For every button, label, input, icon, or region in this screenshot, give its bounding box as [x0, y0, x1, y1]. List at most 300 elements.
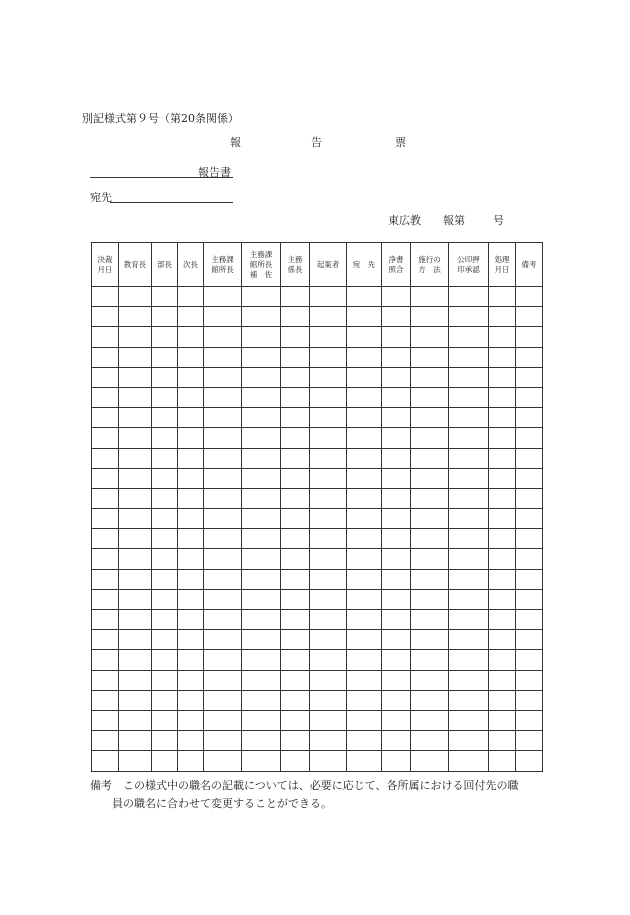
table-cell — [449, 468, 489, 488]
table-cell — [281, 509, 310, 529]
table-row — [92, 690, 543, 710]
table-cell — [242, 610, 281, 630]
table-cell — [347, 589, 382, 609]
table-cell — [411, 488, 449, 508]
table-cell — [382, 751, 411, 771]
table-cell — [178, 448, 204, 468]
header-text: 公印押 — [457, 254, 480, 264]
table-cell — [489, 710, 516, 730]
report-name-line — [90, 177, 233, 178]
table-cell — [347, 367, 382, 387]
table-cell — [242, 529, 281, 549]
table-cell — [242, 387, 281, 407]
table-cell — [382, 630, 411, 650]
table-cell — [152, 488, 178, 508]
table-cell — [382, 650, 411, 670]
header-text: 館所長 — [249, 259, 273, 269]
table-header-cell — [516, 243, 543, 287]
header-text: 印承認 — [457, 264, 480, 274]
table-cell — [281, 408, 310, 428]
table-cell — [178, 710, 204, 730]
table-row — [92, 670, 543, 690]
table-cell — [119, 610, 152, 630]
header-text: 起案者 — [316, 259, 340, 269]
table-cell — [178, 670, 204, 690]
table-cell — [119, 468, 152, 488]
table-cell — [92, 751, 119, 771]
table-cell — [178, 731, 204, 751]
table-cell — [119, 448, 152, 468]
title-char-1: 報 — [230, 136, 241, 149]
table-cell — [449, 408, 489, 428]
table-cell — [347, 650, 382, 670]
table-cell — [152, 287, 178, 307]
table-cell — [347, 610, 382, 630]
table-cell — [310, 549, 347, 569]
header-text: 主務課 — [211, 254, 234, 264]
table-cell — [242, 468, 281, 488]
table-cell — [204, 428, 242, 448]
table-cell — [449, 287, 489, 307]
table-header-cell — [242, 243, 281, 287]
table-header-cell — [347, 243, 382, 287]
table-cell — [347, 448, 382, 468]
table-cell — [310, 347, 347, 367]
table-cell — [347, 731, 382, 751]
table-cell — [119, 408, 152, 428]
table-cell — [92, 690, 119, 710]
table-cell — [152, 650, 178, 670]
table-body — [92, 287, 543, 772]
table-header-cell — [310, 243, 347, 287]
table-cell — [242, 630, 281, 650]
table-cell — [489, 347, 516, 367]
table-cell — [204, 327, 242, 347]
header-text: 照合 — [388, 264, 404, 274]
table-cell — [382, 710, 411, 730]
table-cell — [119, 569, 152, 589]
table-cell — [242, 367, 281, 387]
table-cell — [516, 307, 543, 327]
table-cell — [449, 488, 489, 508]
table-cell — [382, 428, 411, 448]
table-cell — [489, 670, 516, 690]
table-cell — [152, 327, 178, 347]
table-cell — [411, 589, 449, 609]
table-cell — [489, 610, 516, 630]
table-cell — [310, 488, 347, 508]
table-cell — [449, 610, 489, 630]
table-cell — [449, 347, 489, 367]
header-text: 浄書 — [388, 254, 404, 264]
table-cell — [92, 650, 119, 670]
table-cell — [242, 731, 281, 751]
table-row — [92, 710, 543, 730]
table-cell — [92, 589, 119, 609]
table-cell — [178, 387, 204, 407]
table-cell — [516, 468, 543, 488]
table-cell — [310, 387, 347, 407]
table-cell — [281, 468, 310, 488]
table-cell — [382, 529, 411, 549]
table-cell — [281, 610, 310, 630]
table-cell — [242, 488, 281, 508]
table-row — [92, 650, 543, 670]
table-cell — [92, 630, 119, 650]
table-cell — [119, 327, 152, 347]
table-cell — [516, 347, 543, 367]
table-cell — [152, 710, 178, 730]
title-char-2: 告 — [311, 136, 322, 149]
table-cell — [516, 367, 543, 387]
table-cell — [411, 731, 449, 751]
table-cell — [92, 488, 119, 508]
table-cell — [449, 650, 489, 670]
table-cell — [281, 670, 310, 690]
table-cell — [516, 509, 543, 529]
table-cell — [382, 569, 411, 589]
reference-prefix: 東広教 — [388, 214, 421, 227]
table-cell — [516, 610, 543, 630]
address-line — [110, 202, 233, 203]
table-cell — [489, 408, 516, 428]
header-text: 方 法 — [418, 264, 441, 274]
table-cell — [242, 549, 281, 569]
table-cell — [92, 307, 119, 327]
table-cell — [411, 710, 449, 730]
table-cell — [382, 589, 411, 609]
table-row — [92, 287, 543, 307]
table-cell — [204, 307, 242, 327]
table-row — [92, 367, 543, 387]
table-cell — [152, 347, 178, 367]
table-cell — [310, 428, 347, 448]
table-cell — [92, 428, 119, 448]
table-cell — [382, 549, 411, 569]
table-cell — [489, 387, 516, 407]
table-cell — [92, 327, 119, 347]
table-header-cell — [119, 243, 152, 287]
table-cell — [310, 509, 347, 529]
table-cell — [242, 428, 281, 448]
table-cell — [204, 529, 242, 549]
table-cell — [178, 549, 204, 569]
table-cell — [382, 387, 411, 407]
table-row — [92, 731, 543, 751]
table-cell — [281, 287, 310, 307]
table-cell — [242, 327, 281, 347]
table-cell — [178, 630, 204, 650]
table-cell — [489, 731, 516, 751]
table-cell — [281, 488, 310, 508]
table-cell — [204, 751, 242, 771]
table-cell — [489, 650, 516, 670]
header-text: 処理 — [494, 254, 510, 264]
table-cell — [92, 710, 119, 730]
table-cell — [92, 509, 119, 529]
table-cell — [516, 731, 543, 751]
table-cell — [152, 549, 178, 569]
table-cell — [310, 327, 347, 347]
table-cell — [489, 529, 516, 549]
table-cell — [310, 650, 347, 670]
table-cell — [178, 287, 204, 307]
table-row — [92, 569, 543, 589]
table-cell — [411, 549, 449, 569]
table-cell — [449, 731, 489, 751]
table-cell — [411, 307, 449, 327]
table-cell — [119, 751, 152, 771]
table-cell — [178, 589, 204, 609]
footnote-line-2: 員の職名に合わせて変更することができる。 — [112, 797, 332, 810]
table-cell — [516, 448, 543, 468]
table-cell — [347, 751, 382, 771]
table-cell — [382, 488, 411, 508]
table-cell — [119, 710, 152, 730]
header-text: 教育長 — [123, 259, 147, 269]
table-cell — [178, 408, 204, 428]
table-row — [92, 327, 543, 347]
table-cell — [152, 690, 178, 710]
table-cell — [411, 751, 449, 771]
table-cell — [310, 589, 347, 609]
table-cell — [449, 307, 489, 327]
table-cell — [119, 529, 152, 549]
table-cell — [92, 549, 119, 569]
header-text: 宛 先 — [352, 259, 376, 269]
table-cell — [411, 468, 449, 488]
table-row — [92, 448, 543, 468]
table-cell — [152, 468, 178, 488]
table-cell — [92, 387, 119, 407]
table-cell — [411, 448, 449, 468]
table-cell — [178, 327, 204, 347]
table-cell — [152, 408, 178, 428]
table-cell — [449, 448, 489, 468]
header-text: 主務 — [287, 254, 303, 264]
table-cell — [281, 751, 310, 771]
table-cell — [178, 610, 204, 630]
header-text: 施行の — [418, 254, 441, 264]
table-cell — [489, 468, 516, 488]
table-cell — [449, 327, 489, 347]
table-cell — [347, 428, 382, 448]
table-cell — [449, 751, 489, 771]
table-header-row — [92, 243, 543, 287]
header-text: 係長 — [287, 264, 303, 274]
table-cell — [204, 569, 242, 589]
table-cell — [516, 428, 543, 448]
table-cell — [281, 448, 310, 468]
table-cell — [119, 650, 152, 670]
table-cell — [449, 690, 489, 710]
table-row — [92, 610, 543, 630]
table-cell — [281, 428, 310, 448]
table-cell — [204, 710, 242, 730]
table-cell — [204, 731, 242, 751]
table-cell — [310, 751, 347, 771]
table-row — [92, 468, 543, 488]
table-cell — [516, 549, 543, 569]
table-cell — [242, 710, 281, 730]
table-cell — [152, 529, 178, 549]
table-cell — [178, 569, 204, 589]
table-cell — [347, 327, 382, 347]
reference-suffix: 号 — [493, 214, 504, 227]
table-cell — [310, 610, 347, 630]
header-text: 部長 — [157, 259, 172, 269]
table-cell — [310, 529, 347, 549]
table-cell — [411, 529, 449, 549]
table-cell — [347, 488, 382, 508]
table-cell — [204, 589, 242, 609]
header-text: 決裁 — [97, 254, 113, 264]
table-cell — [310, 690, 347, 710]
header-text: 館所長 — [211, 264, 234, 274]
table-cell — [242, 690, 281, 710]
table-cell — [152, 509, 178, 529]
table-row — [92, 589, 543, 609]
table-cell — [411, 387, 449, 407]
table-cell — [516, 710, 543, 730]
table-cell — [382, 347, 411, 367]
table-cell — [119, 287, 152, 307]
table-cell — [281, 347, 310, 367]
table-cell — [119, 307, 152, 327]
table-row — [92, 307, 543, 327]
table-cell — [411, 367, 449, 387]
table-cell — [347, 307, 382, 327]
table-cell — [411, 287, 449, 307]
table-cell — [152, 731, 178, 751]
table-cell — [204, 408, 242, 428]
table-cell — [119, 690, 152, 710]
table-cell — [204, 448, 242, 468]
table-cell — [242, 589, 281, 609]
table-cell — [152, 751, 178, 771]
table-row — [92, 387, 543, 407]
table-cell — [281, 307, 310, 327]
table-cell — [516, 488, 543, 508]
table-cell — [242, 347, 281, 367]
table-cell — [281, 549, 310, 569]
table-cell — [489, 367, 516, 387]
table-row — [92, 488, 543, 508]
table-header-cell — [382, 243, 411, 287]
table-cell — [178, 488, 204, 508]
table-cell — [152, 367, 178, 387]
header-text: 月日 — [494, 264, 510, 274]
table-cell — [204, 488, 242, 508]
table-cell — [310, 569, 347, 589]
report-label: 報告書 — [198, 166, 231, 179]
table-cell — [119, 630, 152, 650]
table-cell — [382, 690, 411, 710]
table-cell — [178, 650, 204, 670]
table-cell — [178, 751, 204, 771]
table-cell — [489, 327, 516, 347]
table-cell — [516, 387, 543, 407]
table-cell — [92, 731, 119, 751]
table-cell — [449, 509, 489, 529]
table-cell — [347, 468, 382, 488]
table-header-cell — [411, 243, 449, 287]
header-text: 月日 — [97, 264, 113, 274]
table-cell — [449, 670, 489, 690]
table-cell — [204, 287, 242, 307]
table-cell — [382, 610, 411, 630]
table-cell — [516, 327, 543, 347]
table-cell — [516, 529, 543, 549]
table-cell — [382, 509, 411, 529]
table-cell — [242, 751, 281, 771]
table-cell — [242, 569, 281, 589]
table-cell — [449, 549, 489, 569]
table-cell — [178, 367, 204, 387]
table-cell — [347, 690, 382, 710]
table-cell — [152, 670, 178, 690]
table-cell — [242, 408, 281, 428]
table-cell — [516, 670, 543, 690]
table-cell — [310, 408, 347, 428]
table-cell — [382, 468, 411, 488]
table-cell — [204, 630, 242, 650]
table-cell — [489, 690, 516, 710]
table-cell — [489, 569, 516, 589]
table-cell — [92, 529, 119, 549]
table-row — [92, 630, 543, 650]
table-cell — [204, 549, 242, 569]
table-cell — [347, 630, 382, 650]
table-cell — [281, 367, 310, 387]
table-cell — [242, 448, 281, 468]
table-cell — [347, 529, 382, 549]
table-cell — [489, 549, 516, 569]
form-number-label: 別記様式第９号（第20条関係） — [82, 112, 239, 125]
table-cell — [449, 589, 489, 609]
table-cell — [152, 569, 178, 589]
table-cell — [92, 367, 119, 387]
table-cell — [411, 610, 449, 630]
header-text: 補 佐 — [249, 269, 273, 279]
table-cell — [152, 610, 178, 630]
table-cell — [178, 468, 204, 488]
table-cell — [281, 630, 310, 650]
table-cell — [347, 710, 382, 730]
table-row — [92, 509, 543, 529]
table-cell — [411, 509, 449, 529]
table-header-cell — [92, 243, 119, 287]
table-cell — [347, 569, 382, 589]
table-cell — [242, 650, 281, 670]
table-cell — [382, 731, 411, 751]
table-cell — [382, 670, 411, 690]
table-cell — [516, 287, 543, 307]
table-cell — [178, 428, 204, 448]
table-cell — [178, 307, 204, 327]
table-cell — [281, 569, 310, 589]
approval-table — [91, 242, 543, 772]
table-cell — [310, 731, 347, 751]
table-cell — [382, 408, 411, 428]
table-cell — [281, 387, 310, 407]
table-cell — [489, 488, 516, 508]
table-cell — [204, 690, 242, 710]
table-cell — [152, 307, 178, 327]
table-row — [92, 751, 543, 771]
address-label: 宛先 — [90, 191, 112, 204]
table-cell — [119, 367, 152, 387]
